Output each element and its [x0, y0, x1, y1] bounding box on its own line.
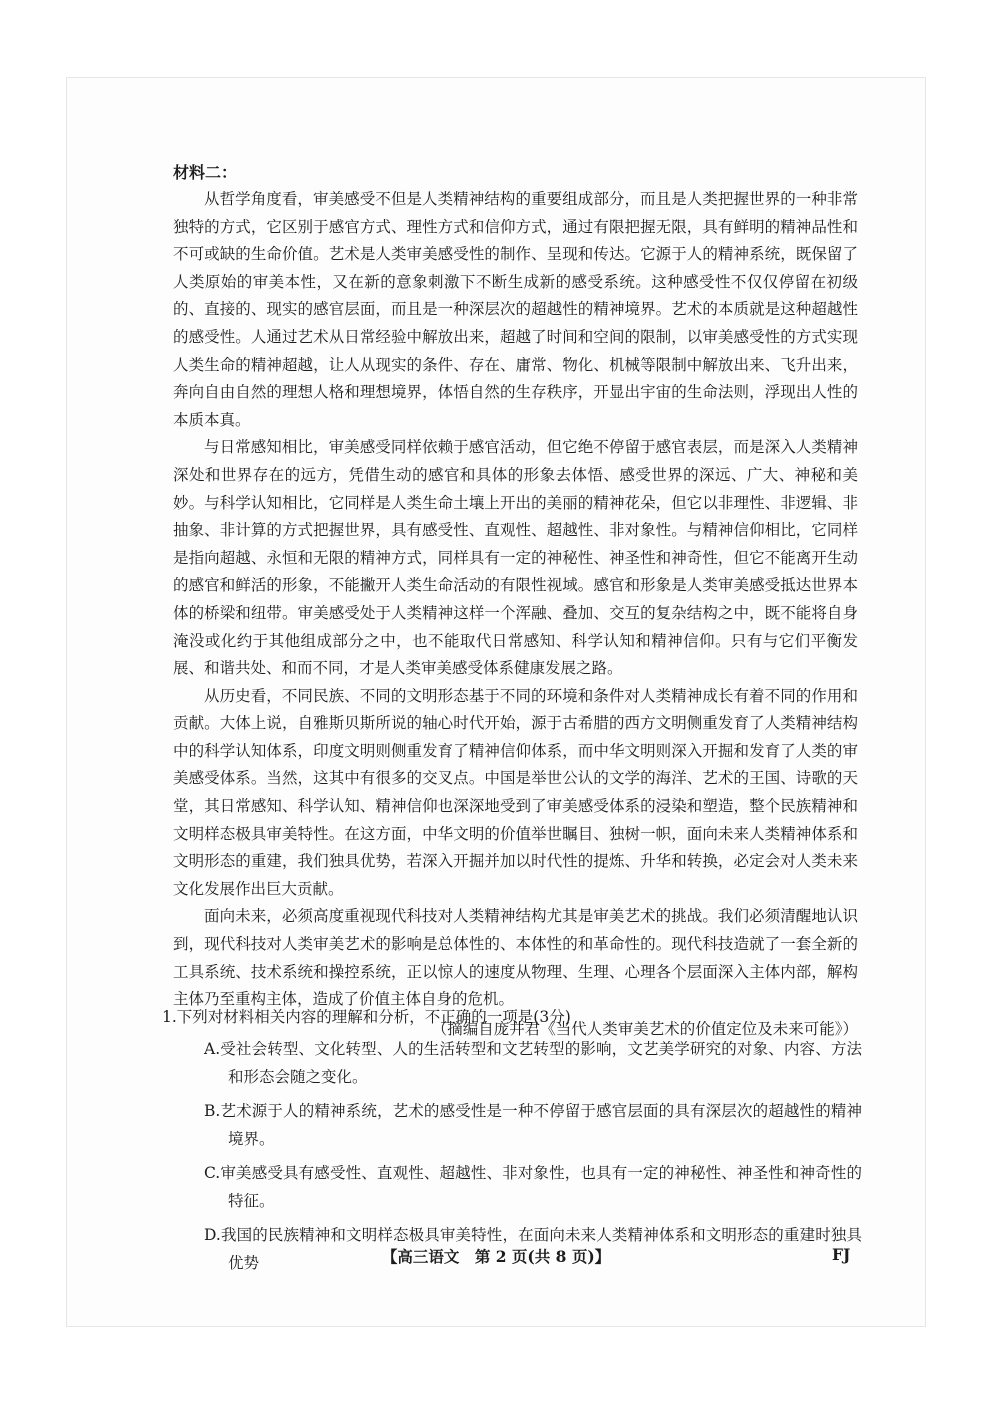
reading-material: [173, 160, 858, 1044]
option-b: B.艺术源于人的精神系统，艺术的感受性是一种不停留于感官层面的具有深层次的超越性的精神境界。: [204, 1102, 862, 1148]
page-footer-title: 【高三语文 第 2 页(共 8 页)】: [381, 1247, 611, 1266]
paragraph-3: 从历史看，不同民族、不同的文明形态基于不同的环境和条件对人类精神成长有着不同的作用和贡献。大体上说，自雅斯贝斯所说的轴心时代开始，源于古希腊的西方文明侧重发育了人类精神结构中的科学认知体系，印度文明则侧重发育了精神信仰体系，而中华文明则深入开掘和发育了人类的审美感受体系。当然，这其中有很多的交叉点。中国是举世公认的文学的海洋、艺术的王国、诗歌的天堂，其日常感知、科学认知、精神信仰也深深地受到了审美感受体系的浸染和塑造，整个民族精神和文明样态极具审美特性。在这方面，中华文明的价值举世瞩目、独树一帜，面向未来人类精神体系和文明形态的重建，我们独具优势，若深入开掘并加以时代性的提炼、升华和转换，必定会对人类未来文化发展作出巨大贡献。: [173, 686, 858, 898]
option-c: C.审美感受具有感受性、直观性、超越性、非对象性，也具有一定的神秘性、神圣性和神奇性的特征。: [204, 1164, 862, 1210]
option-a: A.受社会转型、文化转型、人的生活转型和文艺转型的影响，文艺美学研究的对象、内容、方法和形态会随之变化。: [204, 1040, 862, 1086]
question-1: [162, 1003, 862, 1283]
paragraph-1: 从哲学角度看，审美感受不但是人类精神结构的重要组成部分，而且是人类把握世界的一种非常独特的方式，它区别于感官方式、理性方式和信仰方式，通过有限把握无限，具有鲜明的精神品性和不可或缺的生命价值。艺术是人类审美感受性的制作、呈现和传达。它源于人的精神系统，既保留了人类原始的审美本性，又在新的意象刺激下不断生成新的感受系统。这种感受性不仅仅停留在初级的、直接的、现实的感官层面，而且是一种深层次的超越性的精神境界。艺术的本质就是这种超越性的感受性。人通过艺术从日常经验中解放出来，超越了时间和空间的限制，以审美感受性的方式实现人类生命的精神超越，让人从现实的条件、存在、庸常、物化、机械等限制中解放出来、飞升出来，奔向自由自然的理想人格和理想境界，体悟自然的生存秩序，开显出宇宙的生命法则，浮现出人性的本质本真。: [173, 190, 858, 429]
paragraph-2: 与日常感知相比，审美感受同样依赖于感官活动，但它绝不停留于感官表层，而是深入人类精神深处和世界存在的远方，凭借生动的感官和具体的形象去体悟、感受世界的深远、广大、神秘和美妙。与科学认知相比，它同样是人类生命土壤上开出的美丽的精神花朵，但它以非理性、非逻辑、非抽象、非计算的方式把握世界，具有感受性、直观性、超越性、非对象性。与精神信仰相比，它同样是指向超越、永恒和无限的精神方式，同样具有一定的神秘性、神圣性和神奇性，但它不能离开生动的感官和鲜活的形象，不能撇开人类生命活动的有限性视域。感官和形象是人类审美感受抵达世界本体的桥梁和纽带。审美感受处于人类精神这样一个浑融、叠加、交互的复杂结构之中，既不能将自身淹没或化约于其他组成部分之中，也不能取代日常感知、科学认知和精神信仰。只有与它们平衡发展、和谐共处、和而不同，才是人类审美感受体系健康发展之路。: [173, 438, 858, 678]
page-footer-code: FJ: [832, 1245, 851, 1264]
question-stem: 1.下列对材料相关内容的理解和分析，不正确的一项是(3分): [162, 1008, 571, 1026]
source-citation: （摘编自庞井君《当代人类审美艺术的价值定位及未来可能》）: [431, 1019, 858, 1038]
paragraph-4: 面向未来，必须高度重视现代科技对人类精神结构尤其是审美艺术的挑战。我们必须清醒地认识到，现代科技对人类审美艺术的影响是总体性的、本体性的和革命性的。现代科技造就了一套全新的工具系统、技术系统和操控系统，正以惊人的速度从物理、生理、心理各个层面深入主体内部，解构主体乃至重构主体，造成了价值主体自身的危机。: [173, 907, 858, 1009]
section-title: 材料二：: [173, 163, 238, 182]
option-d: D.我国的民族精神和文明样态极具审美特性，在面向未来人类精神体系和文明形态的重建时独具优势: [204, 1226, 862, 1272]
